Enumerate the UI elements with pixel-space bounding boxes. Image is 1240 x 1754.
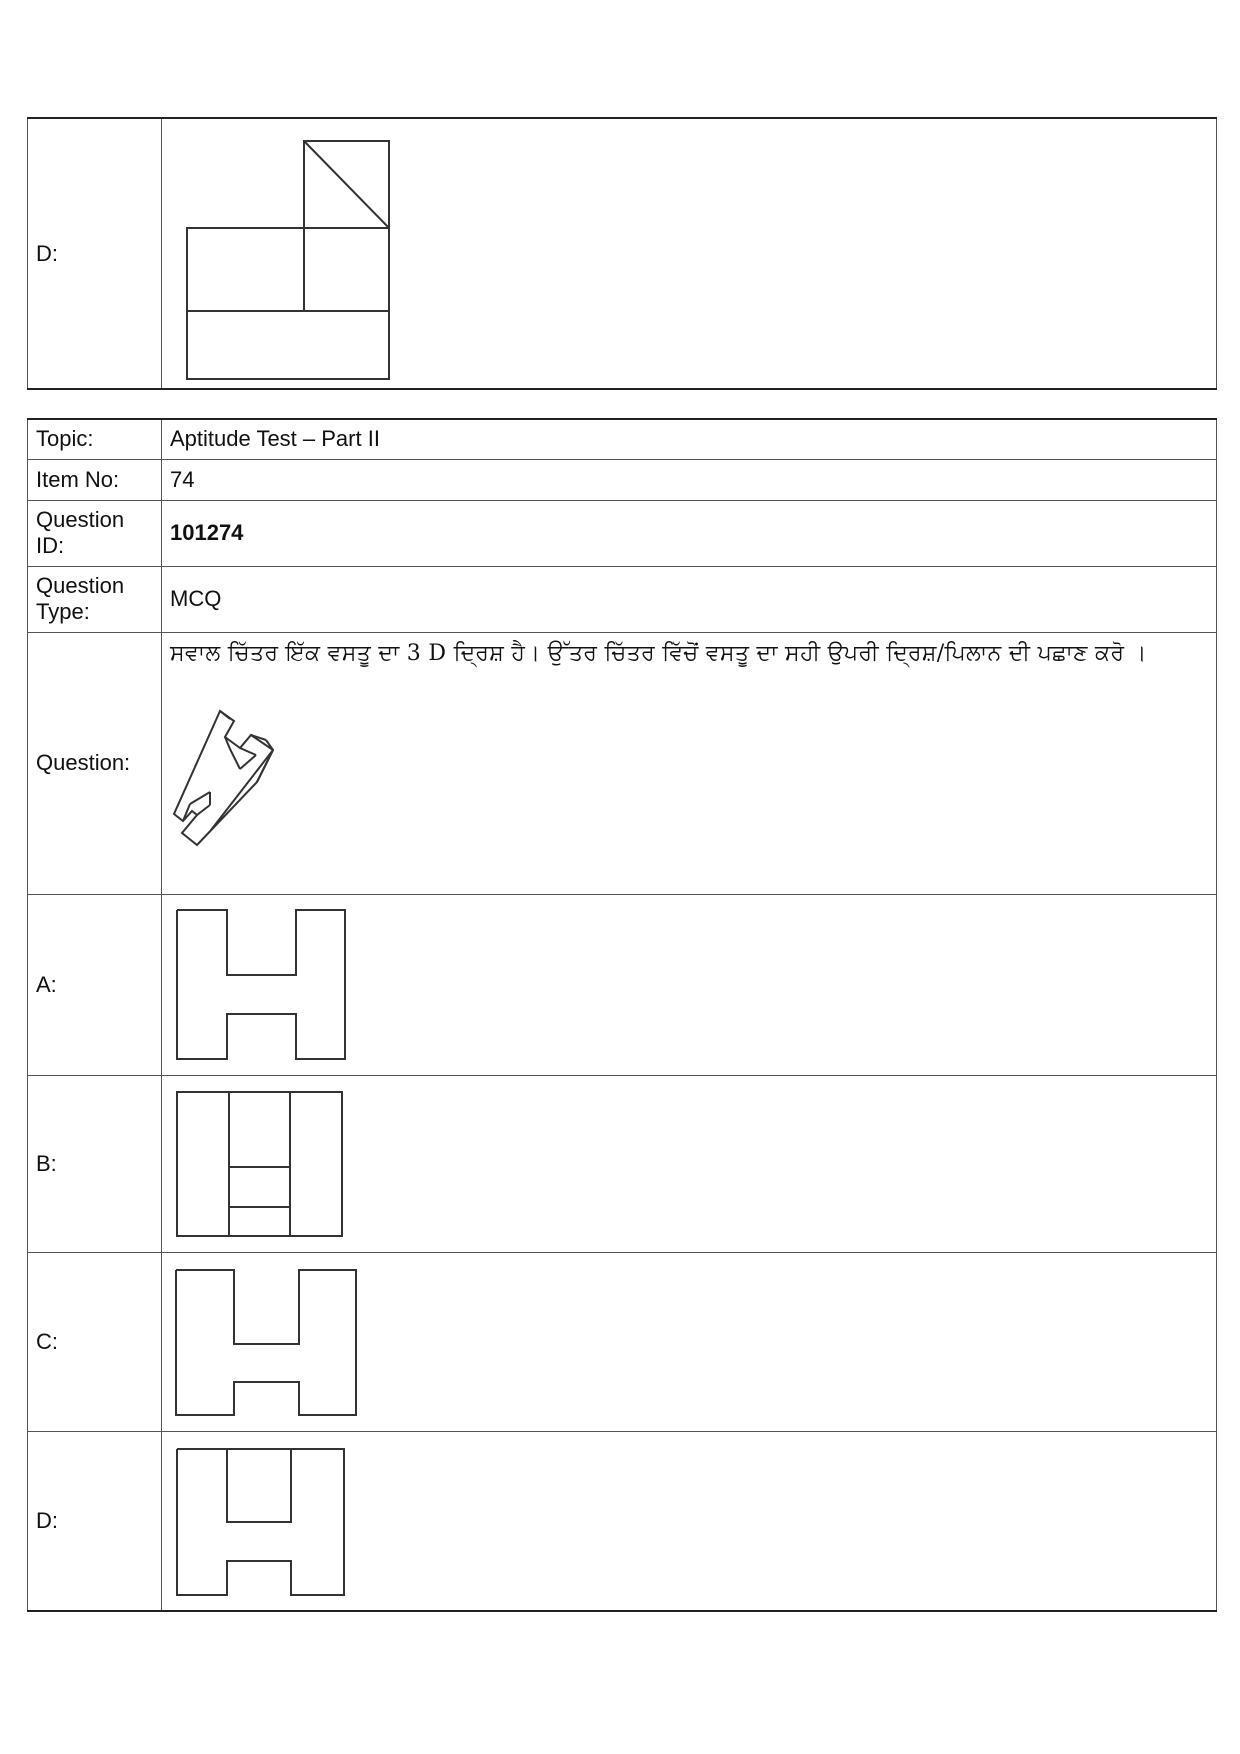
option-b-label: B: [28, 1075, 162, 1252]
question-type-row [28, 566, 1217, 632]
question-row [28, 632, 1217, 894]
question-id-label: Question ID: [28, 500, 162, 566]
topic-value: Aptitude Test – Part II [162, 419, 1217, 459]
question-table [27, 418, 1217, 1612]
question-type-label: Question Type: [28, 566, 162, 632]
item-row [28, 459, 1217, 500]
h-shape-top-view-d-icon [170, 1441, 370, 1601]
option-row-a[interactable] [28, 894, 1217, 1075]
question-label: Question: [28, 632, 162, 894]
l-shape-figure-icon [170, 124, 400, 384]
option-b-figure-cell[interactable] [162, 1075, 1217, 1252]
3d-h-block-icon [170, 689, 320, 849]
option-c-label: C: [28, 1252, 162, 1431]
h-shape-top-view-b-icon [170, 1084, 370, 1244]
topic-label: Topic: [28, 419, 162, 459]
question-type-value: MCQ [162, 566, 1217, 632]
option-c-figure-cell[interactable] [162, 1252, 1217, 1431]
option-row-c[interactable] [28, 1252, 1217, 1431]
option-label: D: [28, 118, 162, 389]
option-figure-cell [162, 118, 1217, 389]
option-row-d[interactable] [28, 1431, 1217, 1611]
option-a-figure-cell[interactable] [162, 894, 1217, 1075]
h-shape-top-view-c-icon [170, 1262, 370, 1422]
option-d-label: D: [28, 1431, 162, 1611]
question-text: ਸਵਾਲ ਚਿੱਤਰ ਇੱਕ ਵਸਤੂ ਦਾ 3 D ਦ੍ਰਿਸ਼ ਹੈ। ਉੱਤਰ ਚਿੱਤਰ ਵਿੱਚੋਂ ਵਸਤੂ ਦਾ ਸਹੀ ਉਪਰੀ ਦ੍ਰਿਸ਼/ਪਿਲਾਨ ਦੀ ਪਛਾਣ ਕਰੋ । [170, 640, 1147, 666]
previous-option-table [27, 117, 1217, 390]
question-id-row [28, 500, 1217, 566]
h-shape-top-view-a-icon [170, 902, 370, 1067]
item-label: Item No: [28, 459, 162, 500]
topic-row [28, 419, 1217, 459]
option-a-label: A: [28, 894, 162, 1075]
option-d-figure-cell[interactable] [162, 1431, 1217, 1611]
question-body [162, 632, 1217, 894]
item-value: 74 [162, 459, 1217, 500]
option-row-b[interactable] [28, 1075, 1217, 1252]
question-id-value: 101274 [162, 500, 1217, 566]
